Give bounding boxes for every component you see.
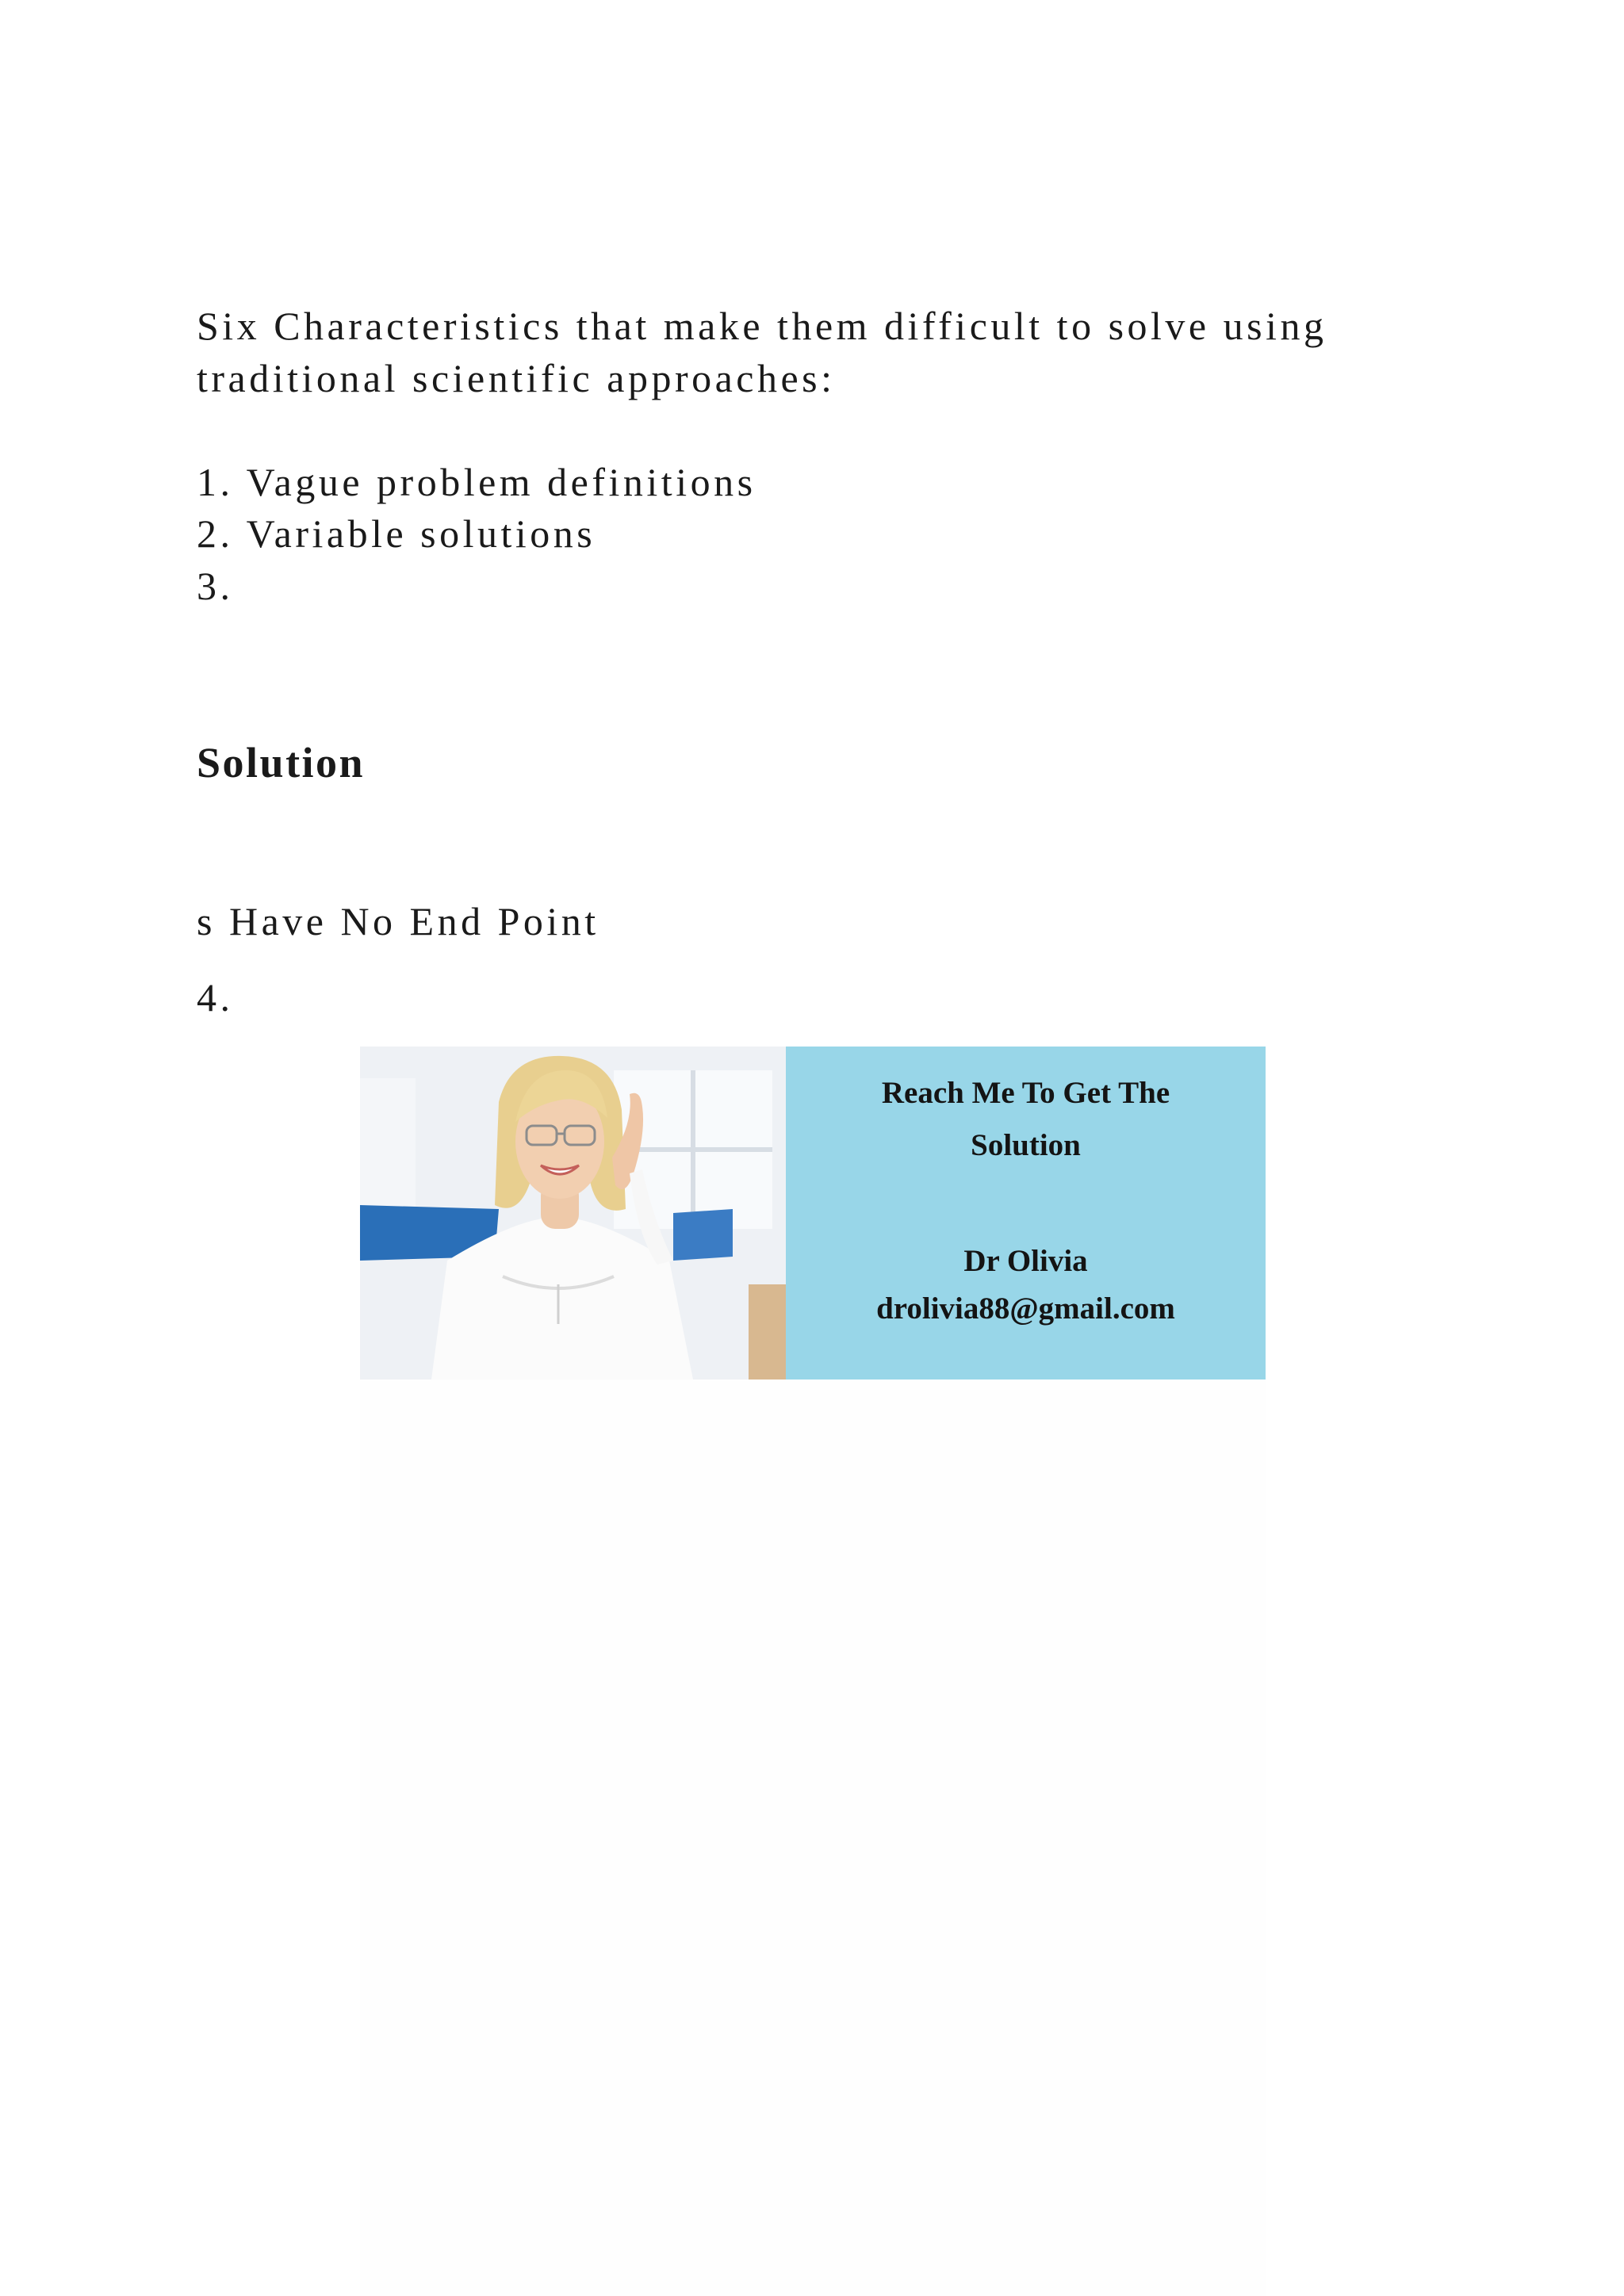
intro-line-1: Six Characteristics that make them difficult to solve using [197,304,1327,348]
list-item-4: 4. [197,975,234,1020]
contact-panel [786,1047,1266,1380]
solution-heading: Solution [197,739,366,786]
banner-line-1: Reach Me To Get The [881,1076,1170,1110]
banner-email[interactable]: drolivia88@gmail.com [876,1292,1175,1326]
intro-line-2: traditional scientific approaches: [197,356,836,400]
image-trailing-area [360,1380,1266,2296]
list-item-1: 1. Vague problem definitions [197,460,756,504]
list-item-3: 3. [197,564,234,608]
banner-name: Dr Olivia [963,1244,1088,1278]
woman-photo [360,1047,786,1380]
contact-banner[interactable] [360,1047,1266,1380]
continuation-line: s Have No End Point [197,899,599,943]
list-item-2: 2. Variable solutions [197,511,596,556]
banner-line-2: Solution [971,1128,1081,1162]
